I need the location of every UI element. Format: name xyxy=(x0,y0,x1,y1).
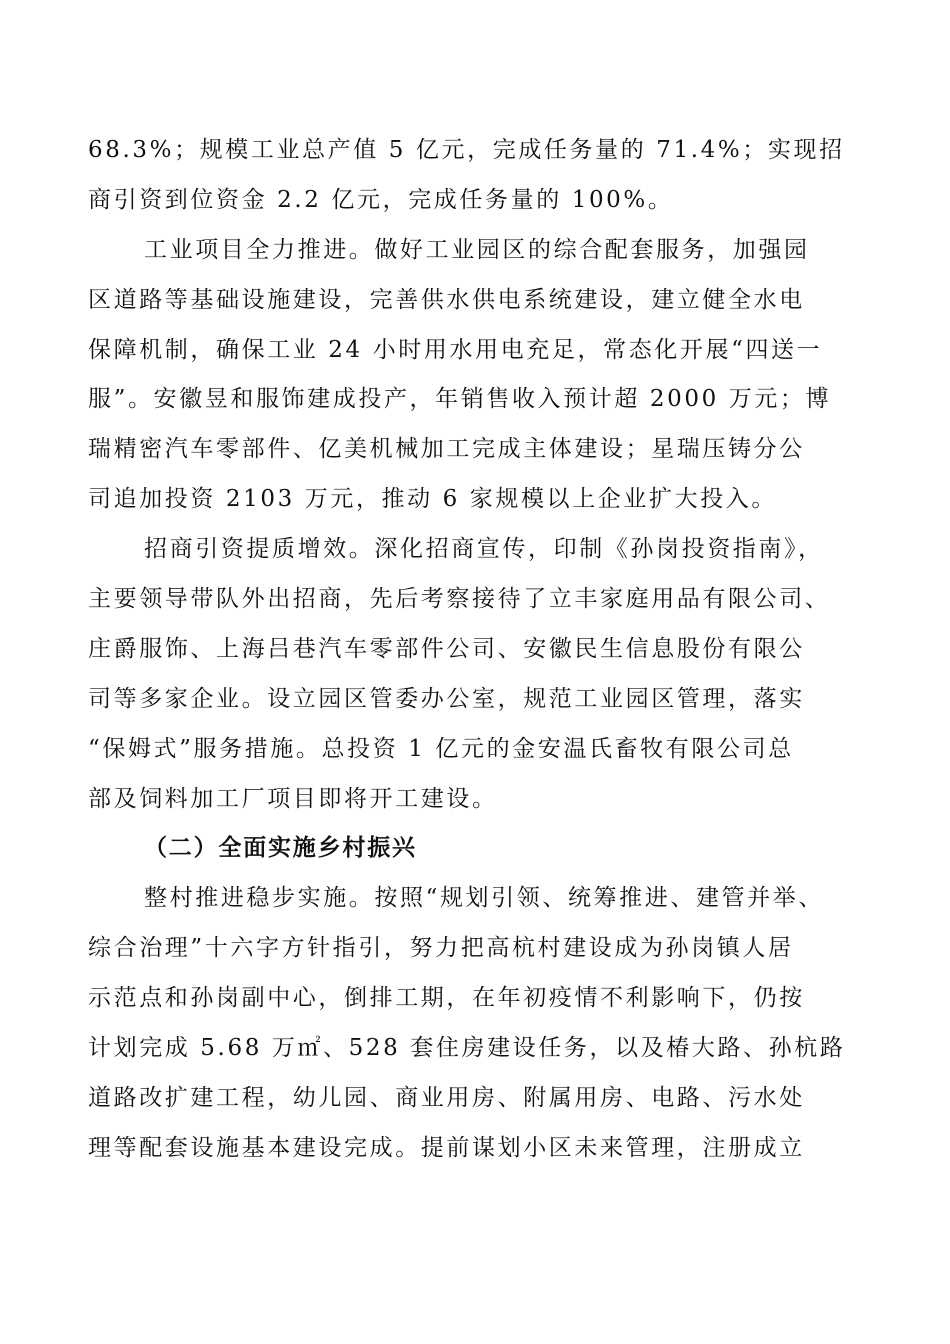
text-line: 整村推进稳步实施。按照“规划引领、统筹推进、建管并举、 xyxy=(144,885,824,912)
text-line: 保障机制，确保工业 24 小时用水用电充足，常态化开展“四送一 xyxy=(88,336,823,363)
paragraph-investment-promotion xyxy=(88,525,863,824)
text-line: 瑞精密汽车零部件、亿美机械加工完成主体建设；星瑞压铸分公 xyxy=(88,436,805,463)
section-heading xyxy=(88,824,863,874)
text-line: 68.3%；规模工业总产值 5 亿元，完成任务量的 71.4%；实现招 xyxy=(88,137,845,163)
document-body xyxy=(88,126,863,1174)
text-line: 理等配套设施基本建设完成。提前谋划小区未来管理，注册成立 xyxy=(88,1134,805,1161)
text-line: 部及饲料加工厂项目即将开工建设。 xyxy=(88,785,498,812)
text-line: 计划完成 5.68 万㎡、528 套住房建设任务，以及椿大路、孙杭路 xyxy=(88,1035,846,1062)
text-line: “保姆式”服务措施。总投资 1 亿元的金安温氏畜牧有限公司总 xyxy=(88,735,794,762)
text-line: 示范点和孙岗副中心，倒排工期，在年初疫情不利影响下，仍按 xyxy=(88,985,805,1012)
text-line: 主要领导带队外出招商，先后考察接待了立丰家庭用品有限公司、 xyxy=(88,586,831,613)
text-line: 综合治理”十六字方针指引，努力把高杭村建设成为孙岗镇人居 xyxy=(88,935,794,962)
text-line: 工业项目全力推进。做好工业园区的综合配套服务，加强园 xyxy=(144,236,810,263)
text-line: 招商引资提质增效。深化招商宣传，印制《孙岗投资指南》， xyxy=(144,536,824,563)
paragraph-village-renovation xyxy=(88,874,863,1173)
text-line: 司追加投资 2103 万元，推动 6 家规模以上企业扩大投入。 xyxy=(88,486,778,513)
paragraph-industrial-projects xyxy=(88,226,863,525)
text-line: 商引资到位资金 2.2 亿元，完成任务量的 100%。 xyxy=(88,186,674,213)
text-line: 司等多家企业。设立园区管委办公室，规范工业园区管理，落实 xyxy=(88,685,805,712)
text-line: 庄爵服饰、上海吕巷汽车零部件公司、安徽民生信息股份有限公 xyxy=(88,635,805,662)
text-line: 道路改扩建工程，幼儿园、商业用房、附属用房、电路、污水处 xyxy=(88,1084,805,1111)
text-line: 服”。安徽昱和服饰建成投产，年销售收入预计超 2000 万元；博 xyxy=(88,386,832,413)
paragraph-continuation xyxy=(88,126,863,226)
text-line: 区道路等基础设施建设，完善供水供电系统建设，建立健全水电 xyxy=(88,286,805,313)
section-heading-text: （二）全面实施乡村振兴 xyxy=(144,835,417,862)
